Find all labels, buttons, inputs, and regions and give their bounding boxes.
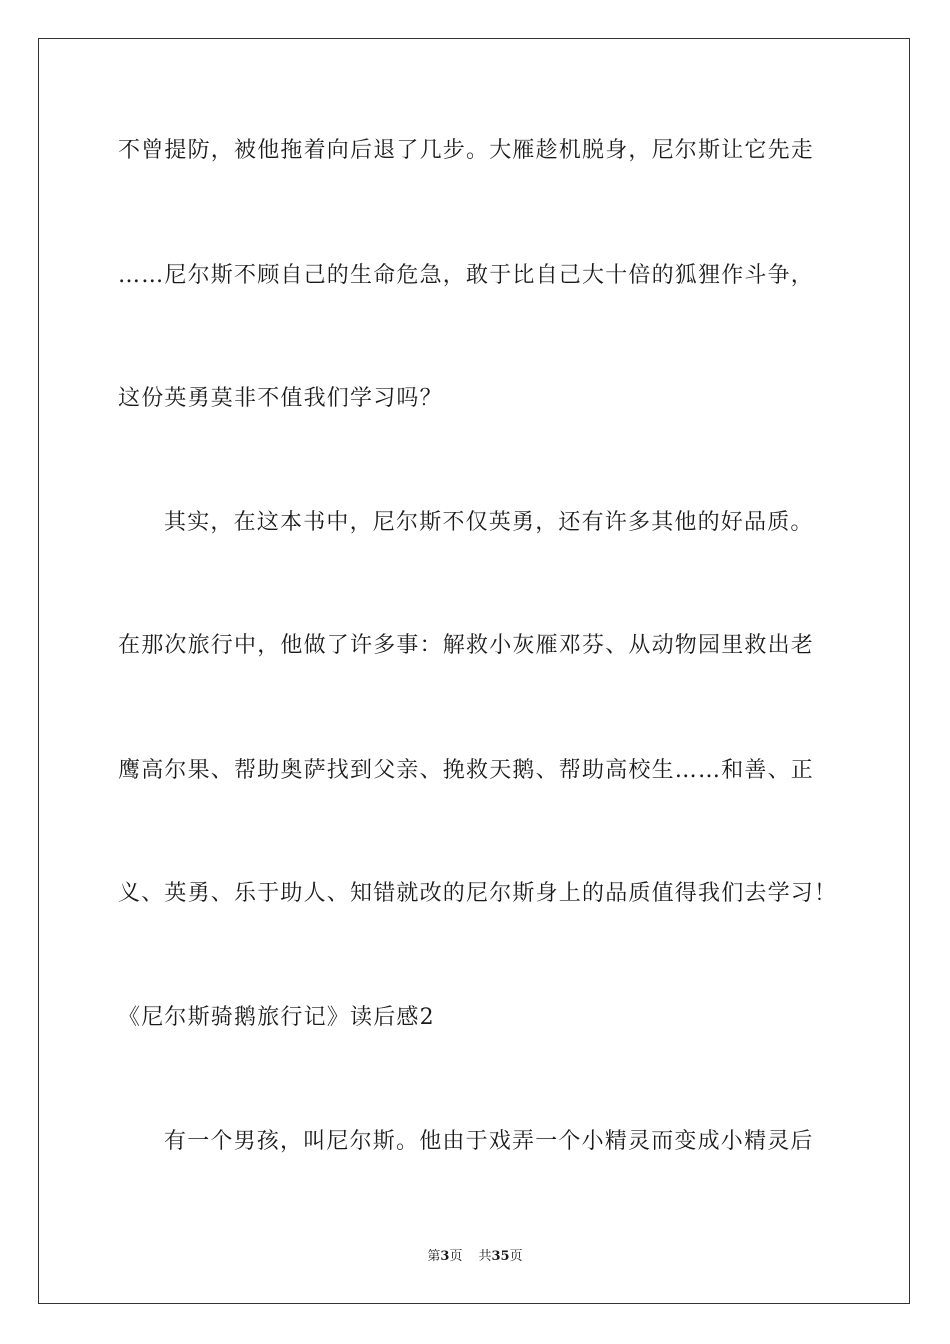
text-line-2: ……尼尔斯不顾自己的生命危急，敢于比自己大十倍的狐狸作斗争， <box>118 263 815 288</box>
text-line-9: 有一个男孩，叫尼尔斯。他由于戏弄一个小精灵而变成小精灵后 <box>164 1129 814 1154</box>
page-border <box>38 38 910 1304</box>
page-suffix: 页 <box>449 1249 463 1264</box>
total-pages: 35 <box>491 1249 510 1264</box>
text-line-7: 义、英勇、乐于助人、知错就改的尼尔斯身上的品质值得我们去学习！ <box>118 881 838 906</box>
text-line-3: 这份英勇莫非不值我们学习吗？ <box>118 386 443 411</box>
page-footer <box>0 1248 950 1266</box>
total-suffix: 页 <box>509 1249 523 1264</box>
page-prefix: 第 <box>427 1249 441 1264</box>
text-line-6: 鹰高尔果、帮助奥萨找到父亲、挽救天鹅、帮助高校生……和善、正 <box>118 758 815 783</box>
total-prefix: 共 <box>478 1249 492 1264</box>
page-number: 3 <box>440 1249 450 1264</box>
section-heading: 《尼尔斯骑鹅旅行记》读后感2 <box>118 1005 435 1030</box>
text-line-5: 在那次旅行中，他做了许多事：解救小灰雁邓芬、从动物园里救出老 <box>118 633 815 658</box>
text-line-1: 不曾提防，被他拖着向后退了几步。大雁趁机脱身，尼尔斯让它先走 <box>118 138 815 163</box>
text-line-4: 其实，在这本书中，尼尔斯不仅英勇，还有许多其他的好品质。 <box>164 510 814 535</box>
